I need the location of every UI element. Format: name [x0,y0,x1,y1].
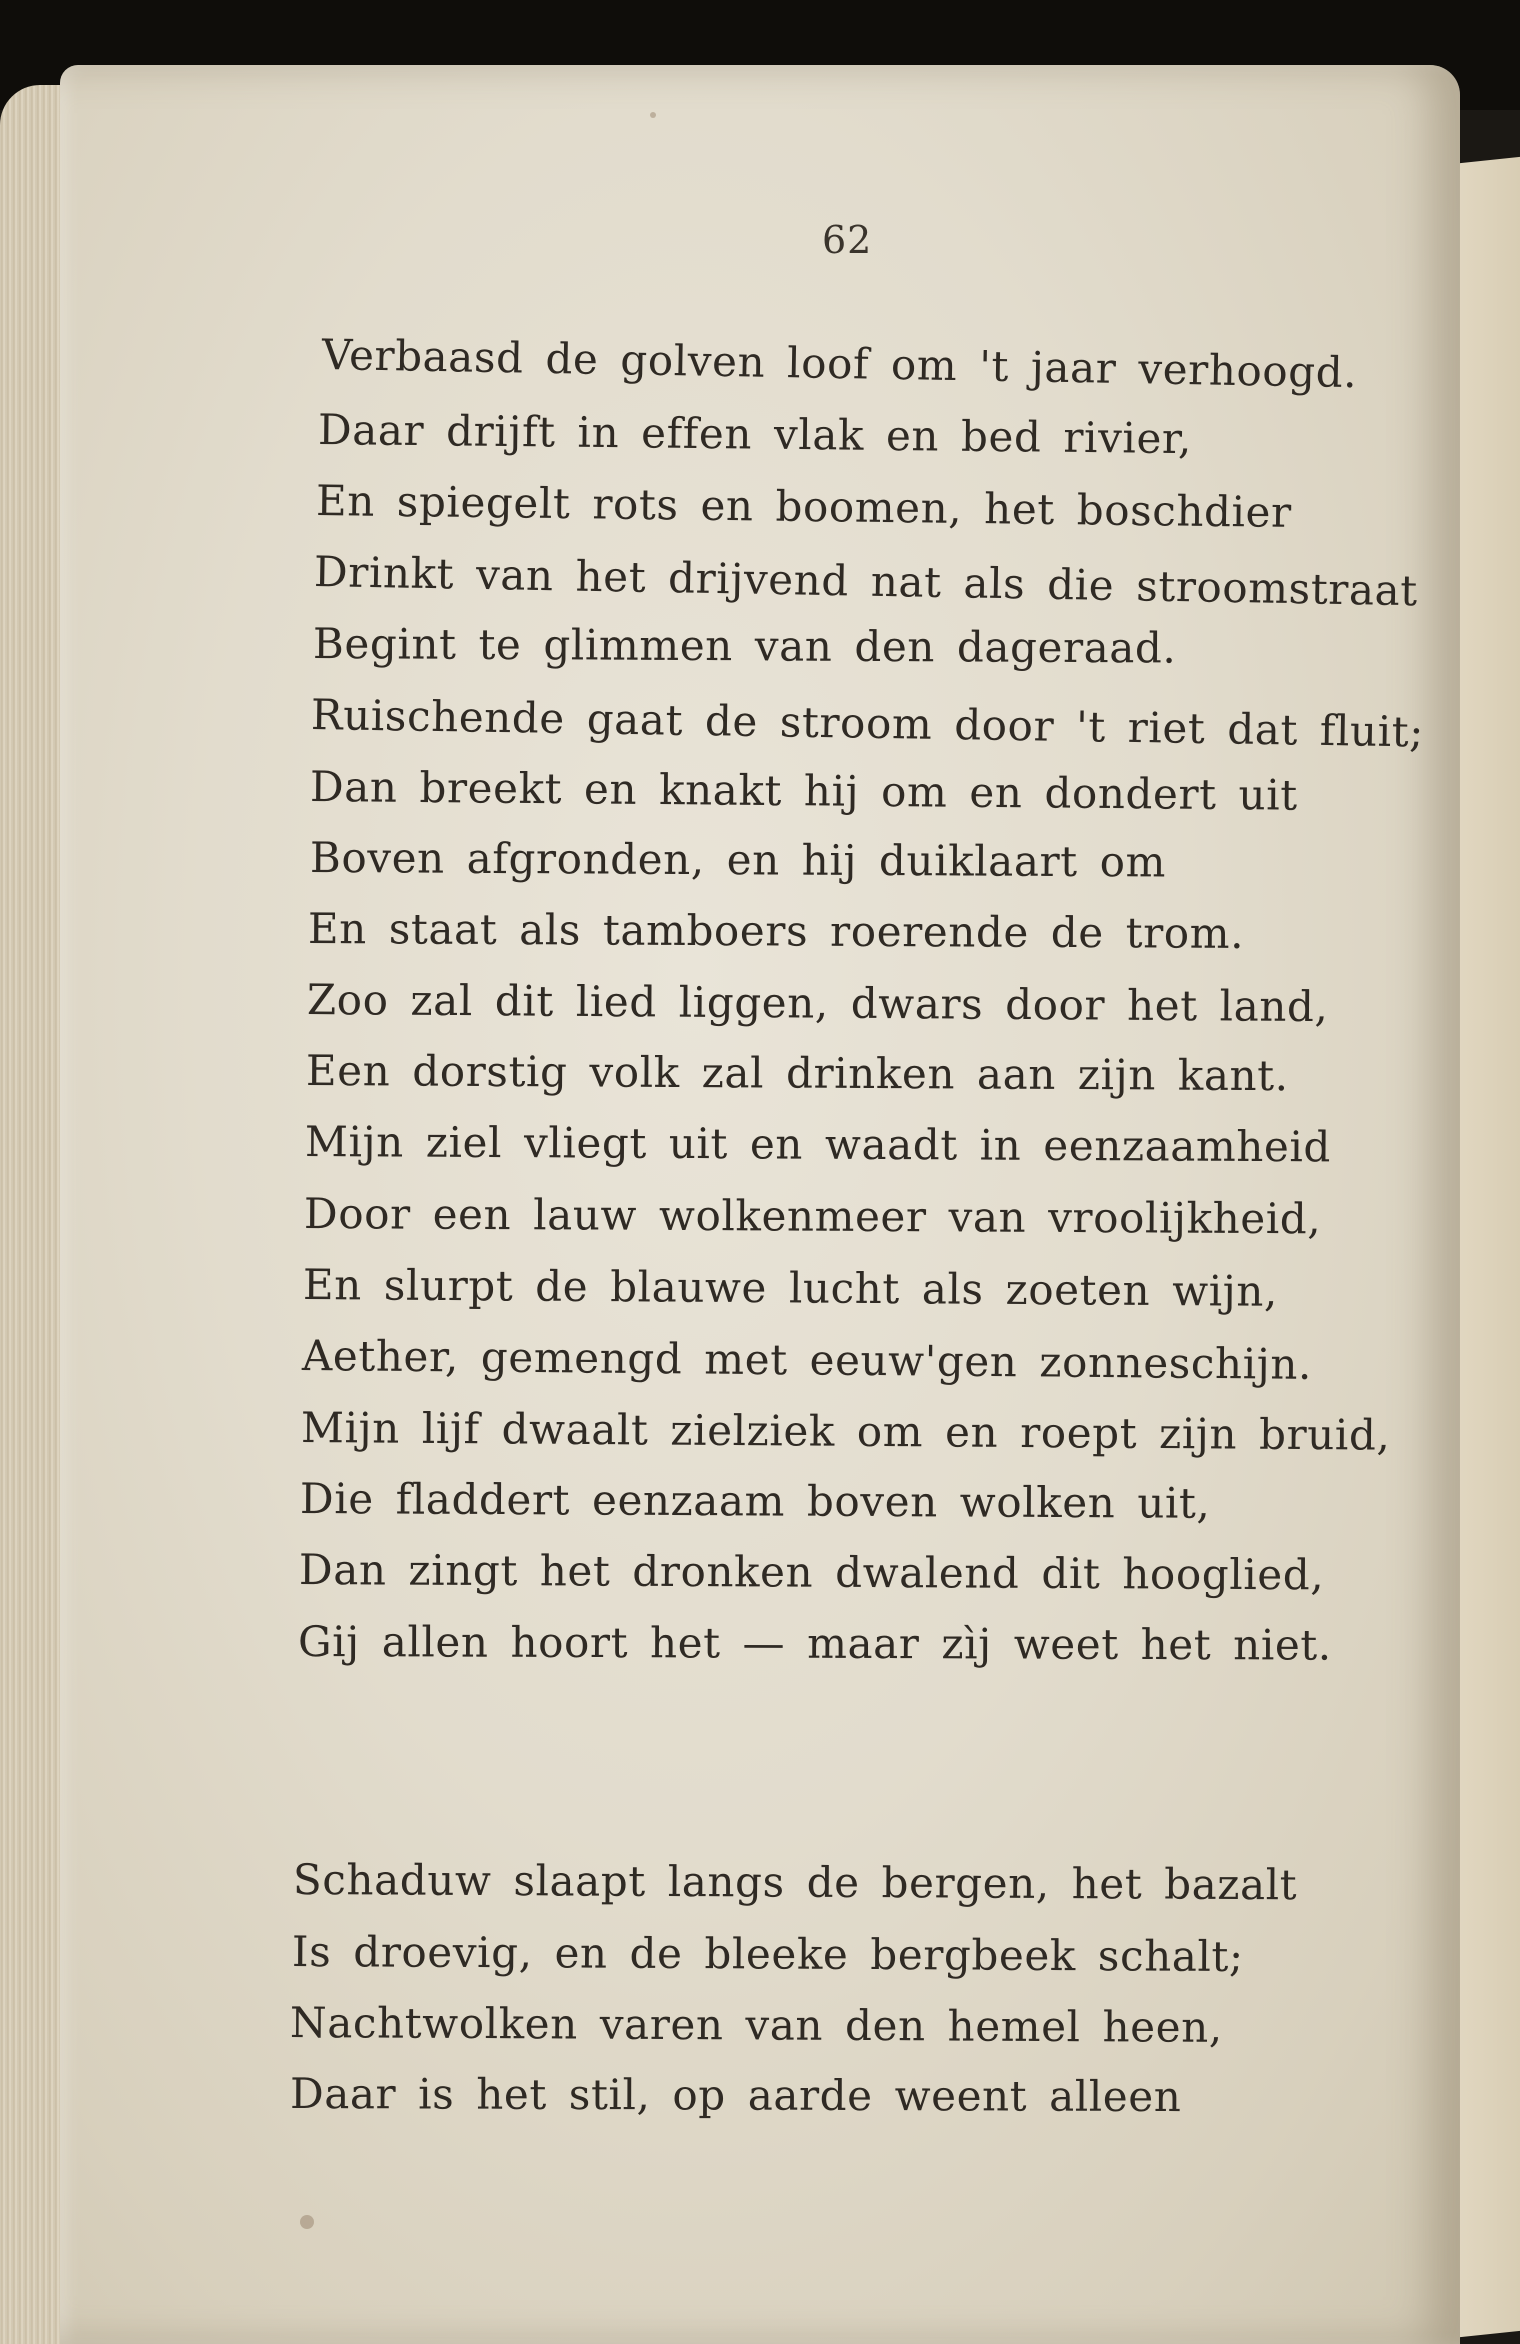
verse-line: Ruischende gaat de stroom door 't riet dat fluit; [310,690,1425,757]
verse-line: Schaduw slaapt langs de bergen, het bazalt [292,1855,1298,1910]
verse-line: Verbaasd de golven loof om 't jaar verhoogd. [321,330,1358,398]
verse-line: Is droevig, en de bleeke bergbeek schalt; [291,1927,1244,1981]
paper-spot [300,2215,314,2229]
verse-line: Dan zingt het dronken dwalend dit hooglied, [298,1545,1325,1600]
verse-line: Aether, gemengd met eeuw'gen zonneschijn. [301,1331,1313,1389]
verse-line: En slurpt de blauwe lucht als zoeten wijn, [302,1260,1279,1316]
verse-line: Daar is het stil, op aarde weent alleen [289,2069,1182,2122]
verse-line: Boven afgronden, en hij duiklaart om [309,833,1167,887]
verse-line: Door een lauw wolkenmeer van vroolijkheid, [303,1189,1322,1244]
verse-line: Daar drijft in effen vlak en bed rivier, [317,405,1193,464]
page-number: 62 [822,218,873,262]
verse-line: Mijn ziel vliegt uit en waadt in eenzaamheid [304,1117,1332,1172]
verse-line: En spiegelt rots en boomen, het boschdier [315,476,1292,537]
verse-line: Die fladdert eenzaam boven wolken uit, [299,1474,1211,1528]
verse-line: Nachtwolken varen van den hemel heen, [289,1998,1223,2052]
verse-line: En staat als tamboers roerende de trom. [307,904,1245,958]
verse-line: Zoo zal dit lied liggen, dwars door het land, [306,975,1329,1032]
verse-line: Gij allen hoort het — maar zìj weet het niet. [297,1617,1332,1670]
verse-line: Een dorstig volk zal drinken aan zijn kant. [305,1046,1289,1101]
paper-spot [650,112,656,118]
verse-line: Dan breekt en knakt hij om en dondert uit [309,762,1298,820]
verse-line: Mijn lijf dwaalt zielziek om en roept zijn bruid, [300,1403,1391,1460]
verse-line: Drinkt van het drijvend nat als die stroomstraat [313,547,1419,616]
verse-line: Begint te glimmen van den dageraad. [312,619,1177,673]
